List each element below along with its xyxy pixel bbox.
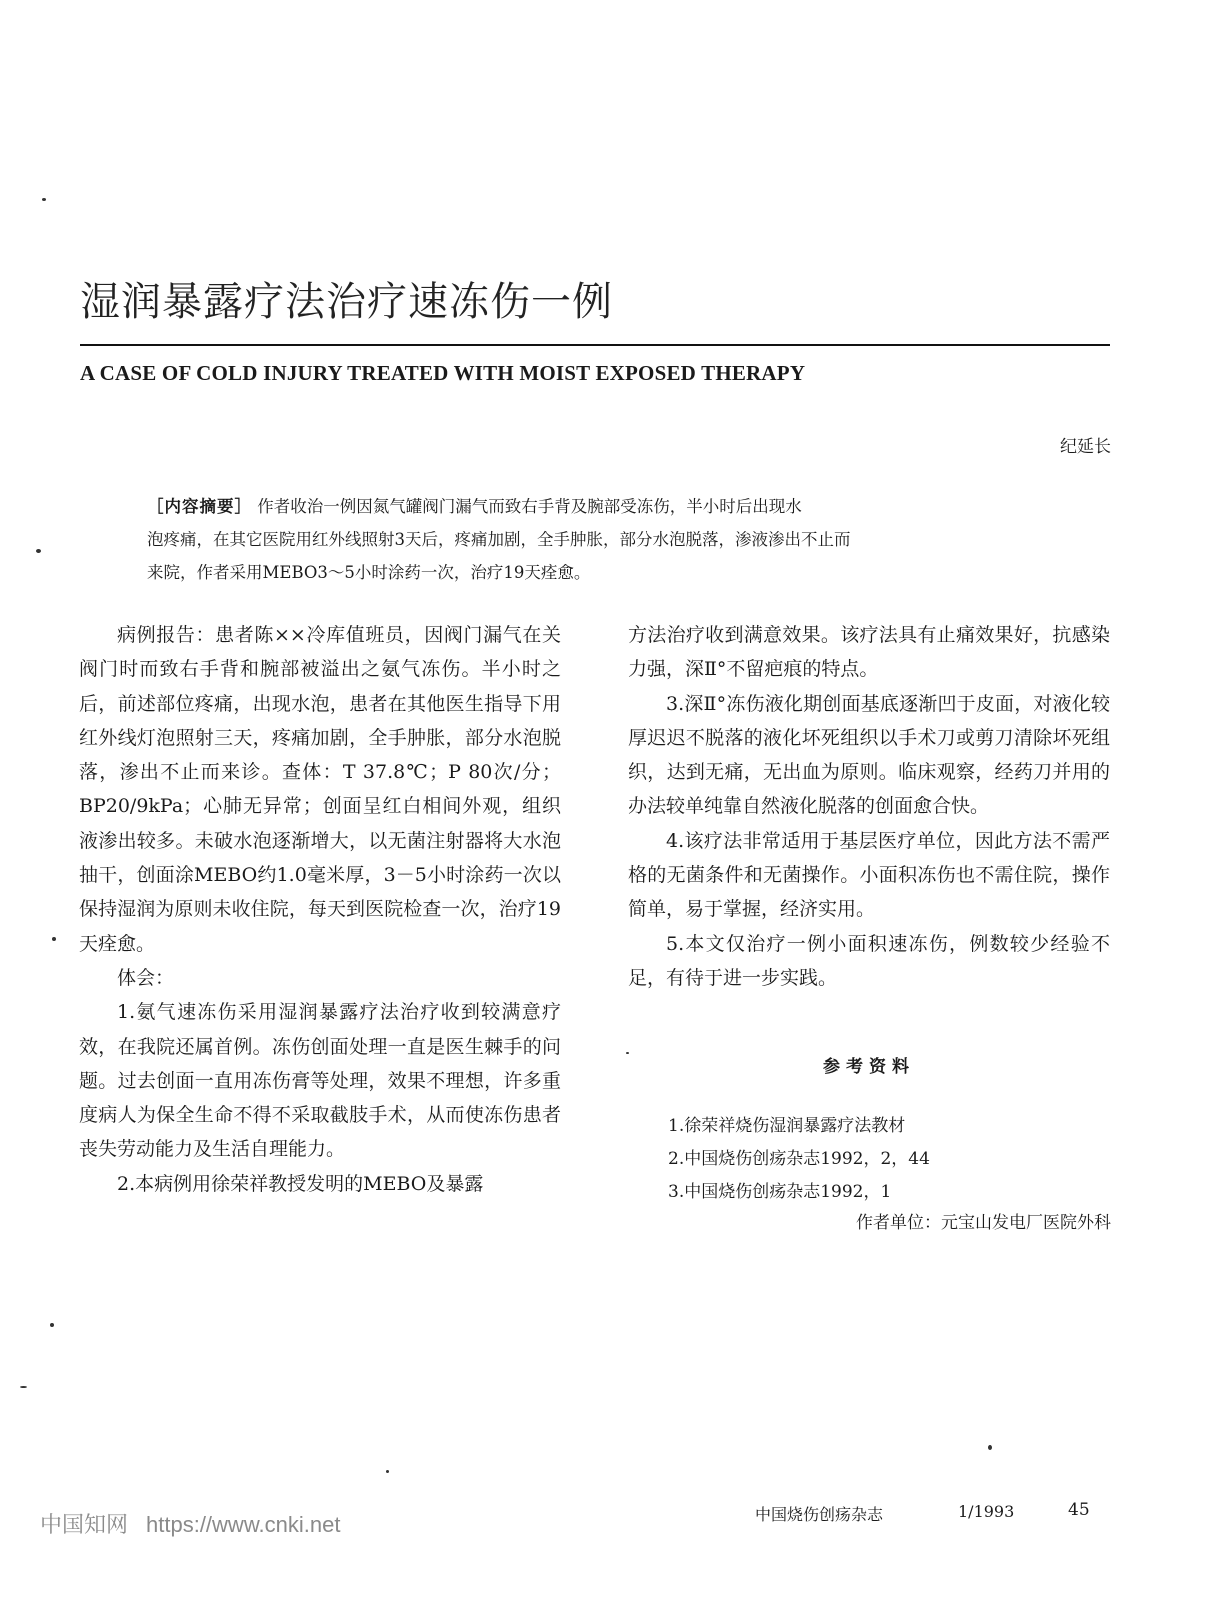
footer-journal: 中国烧伤创疡杂志 bbox=[755, 1505, 884, 1524]
abstract bbox=[147, 490, 1067, 589]
cnki-watermark bbox=[40, 1508, 340, 1539]
reference-item: 2.中国烧伤创疡杂志1992，2，44 bbox=[668, 1149, 930, 1169]
body-left-column bbox=[79, 618, 561, 1201]
abstract-label: ［内容摘要］ bbox=[147, 497, 252, 516]
scan-speck bbox=[42, 198, 46, 201]
discussion-point-5: 5.本文仅治疗一例小面积速冻伤，例数较少经验不足，有待于进一步实践。 bbox=[628, 932, 1110, 989]
discussion-point-1: 1.氨气速冻伤采用湿润暴露疗法治疗收到较满意疗效，在我院还属首例。冻伤创面处理一直是医生棘手的问题。过去创面一直用冻伤膏等处理，效果不理想，许多重度病人为保全生命不得不采取截肢手术，从而使冻伤患者丧失劳动能力及生活自理能力。 bbox=[79, 1001, 561, 1161]
scan-speck bbox=[36, 549, 41, 553]
cnki-brand: 中国知网 bbox=[40, 1512, 129, 1537]
scan-speck bbox=[50, 1323, 54, 1327]
scan-speck bbox=[626, 1052, 629, 1054]
abstract-line-2: 泡疼痛，在其它医院用红外线照射3天后，疼痛加剧，全手肿胀，部分水泡脱落，渗液渗出不止而 bbox=[147, 530, 851, 549]
author-name: 纪延长 bbox=[1060, 437, 1111, 457]
body-right-column bbox=[628, 618, 1110, 995]
discussion-point-3: 3.深Ⅱ°冻伤液化期创面基底逐渐凹于皮面，对液化较厚迟迟不脱落的液化坏死组织以手术刀或剪刀清除坏死组织，达到无痛，无出血为原则。临床观察，经药刀并用的办法较单纯靠自然液化脱落的创面愈合快。 bbox=[628, 692, 1110, 818]
footer-issue: 1/1993 bbox=[958, 1502, 1015, 1521]
discussion-heading: 体会： bbox=[117, 966, 175, 989]
abstract-line-3: 来院，作者采用MEBO3～5小时涂药一次，治疗19天痊愈。 bbox=[147, 563, 591, 582]
article-title-cn: 湿润暴露疗法治疗速冻伤一例 bbox=[80, 279, 613, 325]
abstract-line-1 bbox=[147, 490, 1067, 523]
reference-item: 3.中国烧伤创疡杂志1992，1 bbox=[668, 1182, 892, 1202]
discussion-point-4: 4.该疗法非常适用于基层医疗单位，因此方法不需严格的无菌条件和无菌操作。小面积冻伤也不需住院，操作简单，易于掌握，经济实用。 bbox=[628, 829, 1110, 921]
scan-speck bbox=[988, 1445, 992, 1450]
discussion-point-2: 2.本病例用徐荣祥教授发明的MEBO及暴露 bbox=[117, 1172, 484, 1195]
scan-speck bbox=[52, 937, 56, 941]
author-affiliation: 作者单位：元宝山发电厂医院外科 bbox=[856, 1213, 1111, 1233]
reference-item: 1.徐荣祥烧伤湿润暴露疗法教材 bbox=[668, 1116, 906, 1136]
scan-speck bbox=[20, 1386, 27, 1388]
scan-speck bbox=[386, 1470, 389, 1473]
cnki-url[interactable]: https://www.cnki.net bbox=[146, 1512, 341, 1537]
title-rule bbox=[80, 344, 1110, 346]
references-title: 参考资料 bbox=[823, 1057, 915, 1077]
article-title-en: A CASE OF COLD INJURY TREATED WITH MOIST EXPOSED THERAPY bbox=[80, 361, 806, 385]
references-list bbox=[668, 1110, 930, 1209]
page-number: 45 bbox=[1068, 1500, 1090, 1520]
abstract-text-1: 作者收治一例因氮气罐阀门漏气而致右手背及腕部受冻伤，半小时后出现水 bbox=[257, 497, 802, 516]
case-report-paragraph: 病例报告：患者陈××冷库值班员，因阀门漏气在关阀门时而致右手背和腕部被溢出之氨气冻伤。半小时之后，前述部位疼痛，出现水泡，患者在其他医生指导下用红外线灯泡照射三天，疼痛加剧，全手肿胀，部分水泡脱落，渗出不止而来诊。查体：T 37.8℃；P 80次/分；BP20/9kPa；心肺无异常；创面呈红白相间外观，组织液渗出较多。未破水泡逐渐增大，以无菌注射器将大水泡抽干，创面涂MEBO约1.0毫米厚，3－5小时涂药一次以保持湿润为原则未收住院，每天到医院检查一次，治疗19天痊愈。 bbox=[79, 624, 561, 955]
discussion-point-2-cont: 方法治疗收到满意效果。该疗法具有止痛效果好，抗感染力强，深Ⅱ°不留疤痕的特点。 bbox=[628, 624, 1110, 681]
